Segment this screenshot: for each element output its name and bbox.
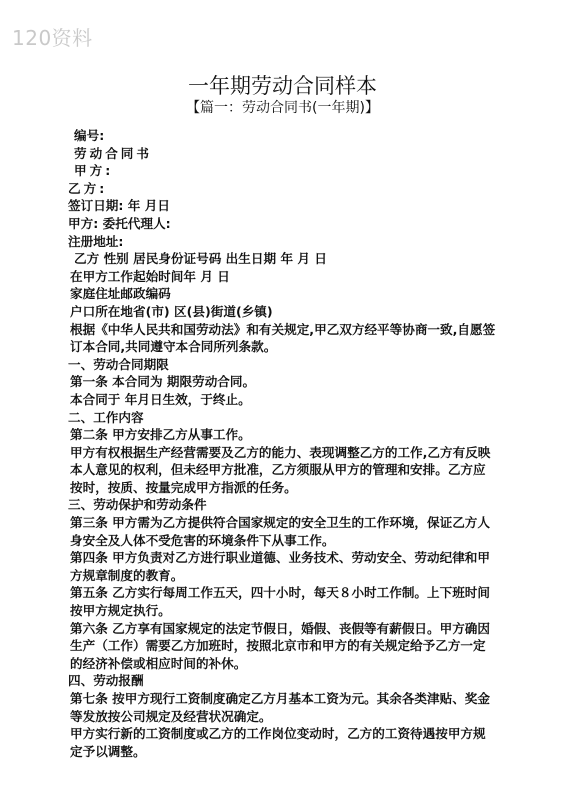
article-paragraph: 第二条 甲方安排乙方从事工作。 — [70, 427, 251, 443]
preamble-paragraph: 根据《中华人民共和国劳动法》和有关规定,甲乙双方经平等协商一致,自愿签订本合同,共同遵守本合同所列条款。 — [70, 321, 496, 355]
watermark: 120资料 — [12, 26, 93, 50]
start-date-line: 在甲方工作起始时间年 月 日 — [70, 268, 230, 284]
article-paragraph: 第五条 乙方实行每周工作五天，四十小时，每天８小时工作制。上下班时间按甲方规定执行。 — [70, 585, 490, 619]
section-heading: 一、劳动合同期限 — [68, 356, 169, 372]
article-paragraph: 本合同于 年月日生效，于终止。 — [70, 391, 251, 407]
article-paragraph: 第七条 按甲方现行工资制度确定乙方月基本工资为元。其余各类津贴、奖金等发放按公司规定及经营状况确定。 — [70, 691, 490, 724]
section-heading: 二、工作内容 — [68, 409, 144, 425]
registered-address-line: 注册地址: — [68, 233, 124, 249]
section-heading: 三、劳动保护和劳动条件 — [68, 497, 207, 513]
section-heading: 四、劳动报酬 — [68, 673, 144, 689]
home-address-line: 家庭住址邮政编码 — [70, 286, 171, 302]
contract-number-line: 编号: — [74, 128, 105, 143]
contract-heading-line: 劳动合同书 — [74, 145, 152, 161]
document-subtitle: 【篇一：劳动合同书(一年期)】 — [186, 100, 379, 116]
party-a-line: 甲方: — [74, 163, 114, 179]
sign-date-line: 签订日期: 年 月日 — [68, 198, 170, 214]
article-paragraph: 第三条 甲方需为乙方提供符合国家规定的安全卫生的工作环境，保证乙方人身安全及人体不受危害的环境条件下从事工作。 — [70, 515, 490, 548]
household-line: 户口所在地省(市) 区(县)街道(乡镇) — [70, 303, 273, 319]
article-paragraph: 甲方有权根据生产经营需要及乙方的能力、表现调整乙方的工作,乙方有反映本人意见的权利，但未经甲方批准，乙方须服从甲方的管理和安排。乙方应按时，按质、按量完成甲方指派的任务。 — [70, 444, 491, 495]
party-b-line: 乙方: — [68, 180, 108, 196]
party-b-info-line: 乙方 性别 居民身份证号码 出生日期 年 月 日 — [74, 251, 327, 267]
article-paragraph: 第一条 本合同为 期限劳动合同。 — [70, 374, 256, 390]
article-paragraph: 第六条 乙方享有国家规定的法定节假日，婚假、丧假等有薪假日。甲方确因生产（工作）需要乙方加班时，按照北京市和甲方的有关规定给予乙方一定的经济补偿或相应时间的补休。 — [70, 620, 490, 671]
article-paragraph: 第四条 甲方负责对乙方进行职业道德、业务技术、劳动安全、劳动纪律和甲方规章制度的教育。 — [70, 550, 490, 583]
document-body — [68, 127, 498, 760]
party-a-agent-line: 甲方: 委托代理人: — [68, 215, 171, 231]
article-paragraph: 甲方实行新的工资制度或乙方的工作岗位变动时，乙方的工资待遇按甲方规定予以调整。 — [70, 726, 486, 759]
document-title: 一年期劳动合同样本 — [188, 74, 377, 98]
